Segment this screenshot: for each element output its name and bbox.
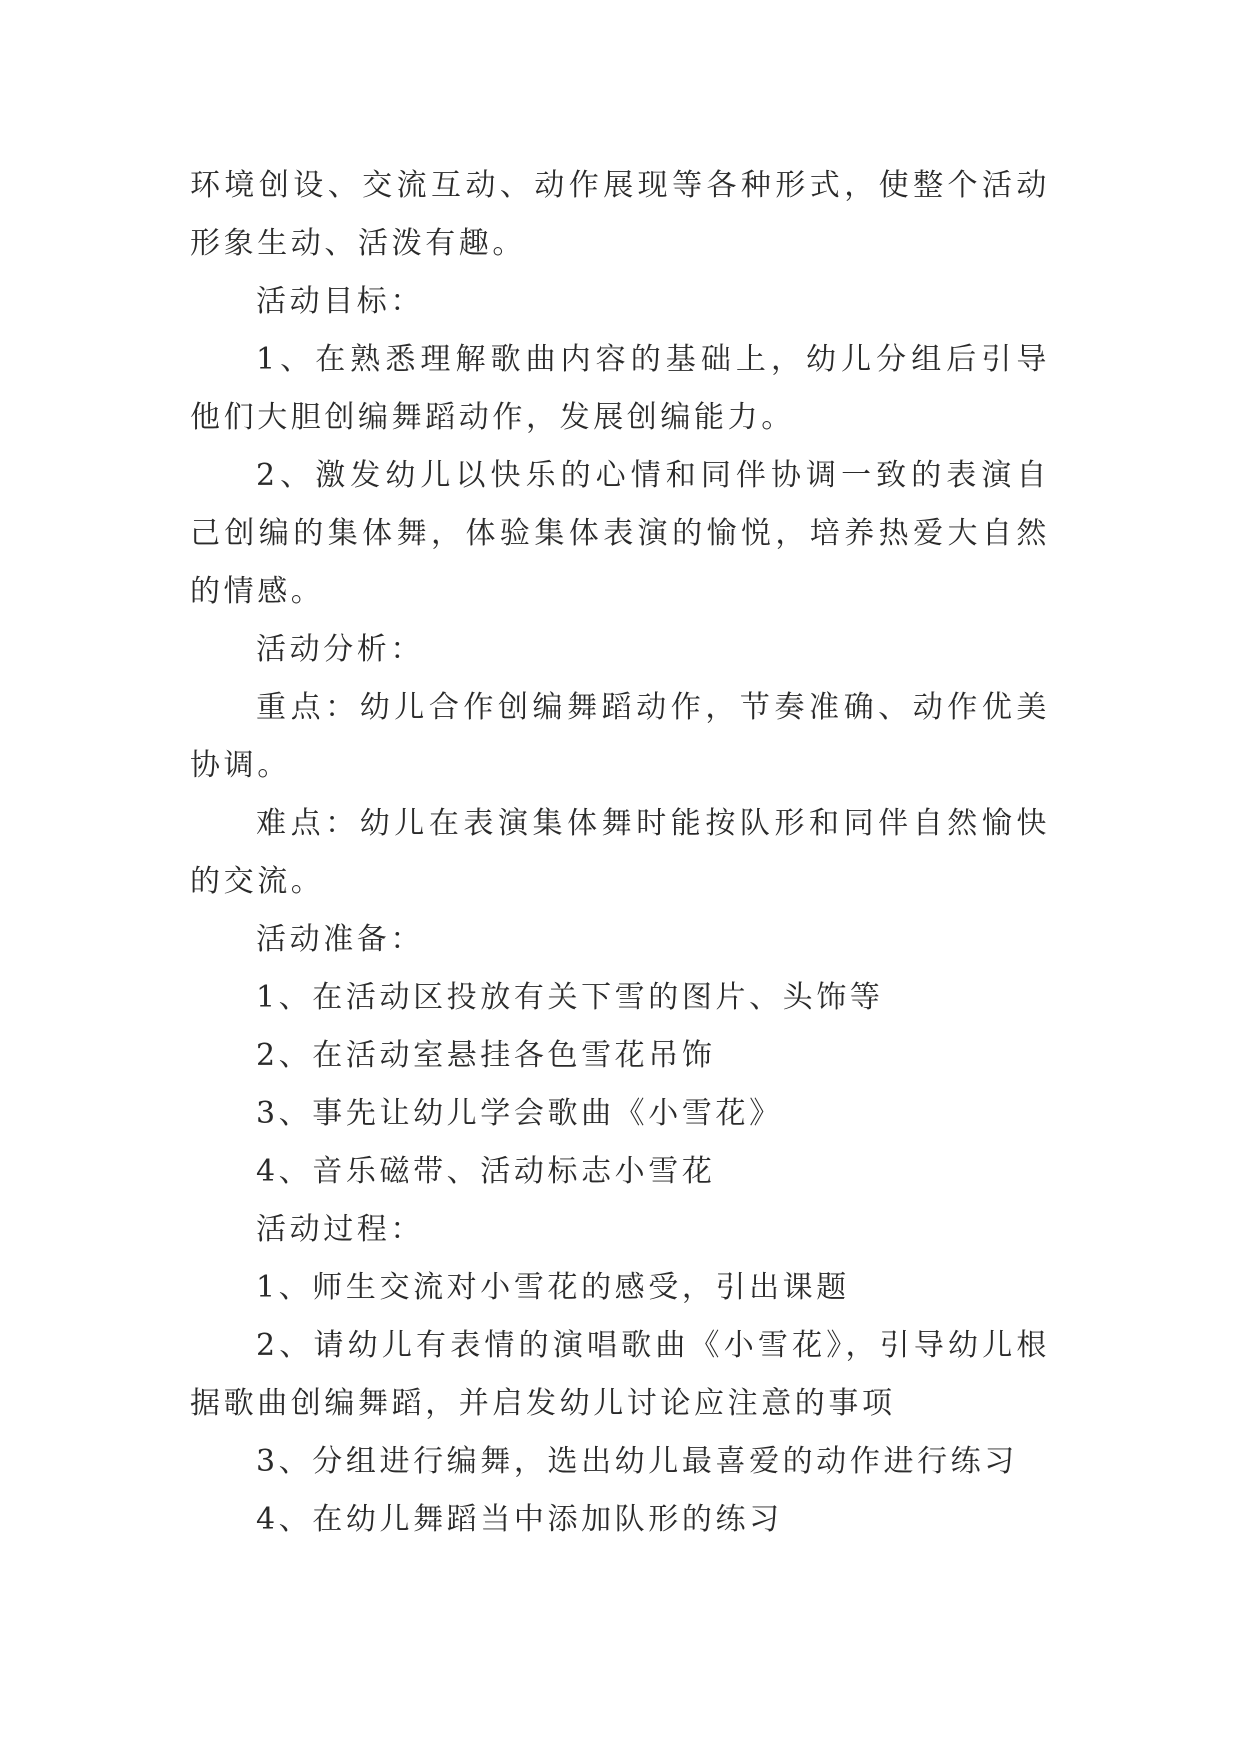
process-item-1: 1、师生交流对小雪花的感受，引出课题 [256,1270,850,1305]
heading-activity-preparation: 活动准备： [256,922,424,957]
heading-activity-goals: 活动目标： [256,284,424,319]
goal-item-2: 2、激发幼儿以快乐的心情和同伴协调一致的表演自己创编的集体舞，体验集体表演的愉悦，培养热爱大自然的情感。 [190,458,1050,609]
preparation-item-3: 3、事先让幼儿学会歌曲《小雪花》 [256,1096,783,1131]
heading-activity-analysis: 活动分析： [256,632,424,667]
process-item-2: 2、请幼儿有表情的演唱歌曲《小雪花》，引导幼儿根据歌曲创编舞蹈，并启发幼儿讨论应注意的事项 [190,1328,1050,1421]
preparation-item-4: 4、音乐磁带、活动标志小雪花 [256,1154,716,1189]
analysis-key-point: 重点：幼儿合作创编舞蹈动作，节奏准确、动作优美协调。 [190,690,1050,783]
heading-activity-process: 活动过程： [256,1212,424,1247]
analysis-difficulty: 难点：幼儿在表演集体舞时能按队形和同伴自然愉快的交流。 [190,806,1050,899]
goal-item-1: 1、在熟悉理解歌曲内容的基础上，幼儿分组后引导他们大胆创编舞蹈动作，发展创编能力。 [190,342,1050,435]
preparation-item-1: 1、在活动区投放有关下雪的图片、头饰等 [256,980,884,1015]
process-item-3: 3、分组进行编舞，选出幼儿最喜爱的动作进行练习 [256,1444,1018,1479]
document-body [190,157,1050,1549]
preparation-item-2: 2、在活动室悬挂各色雪花吊饰 [256,1038,716,1073]
paragraph-intro-continuation: 环境创设、交流互动、动作展现等各种形式，使整个活动形象生动、活泼有趣。 [190,168,1050,261]
process-item-4: 4、在幼儿舞蹈当中添加队形的练习 [256,1502,783,1537]
